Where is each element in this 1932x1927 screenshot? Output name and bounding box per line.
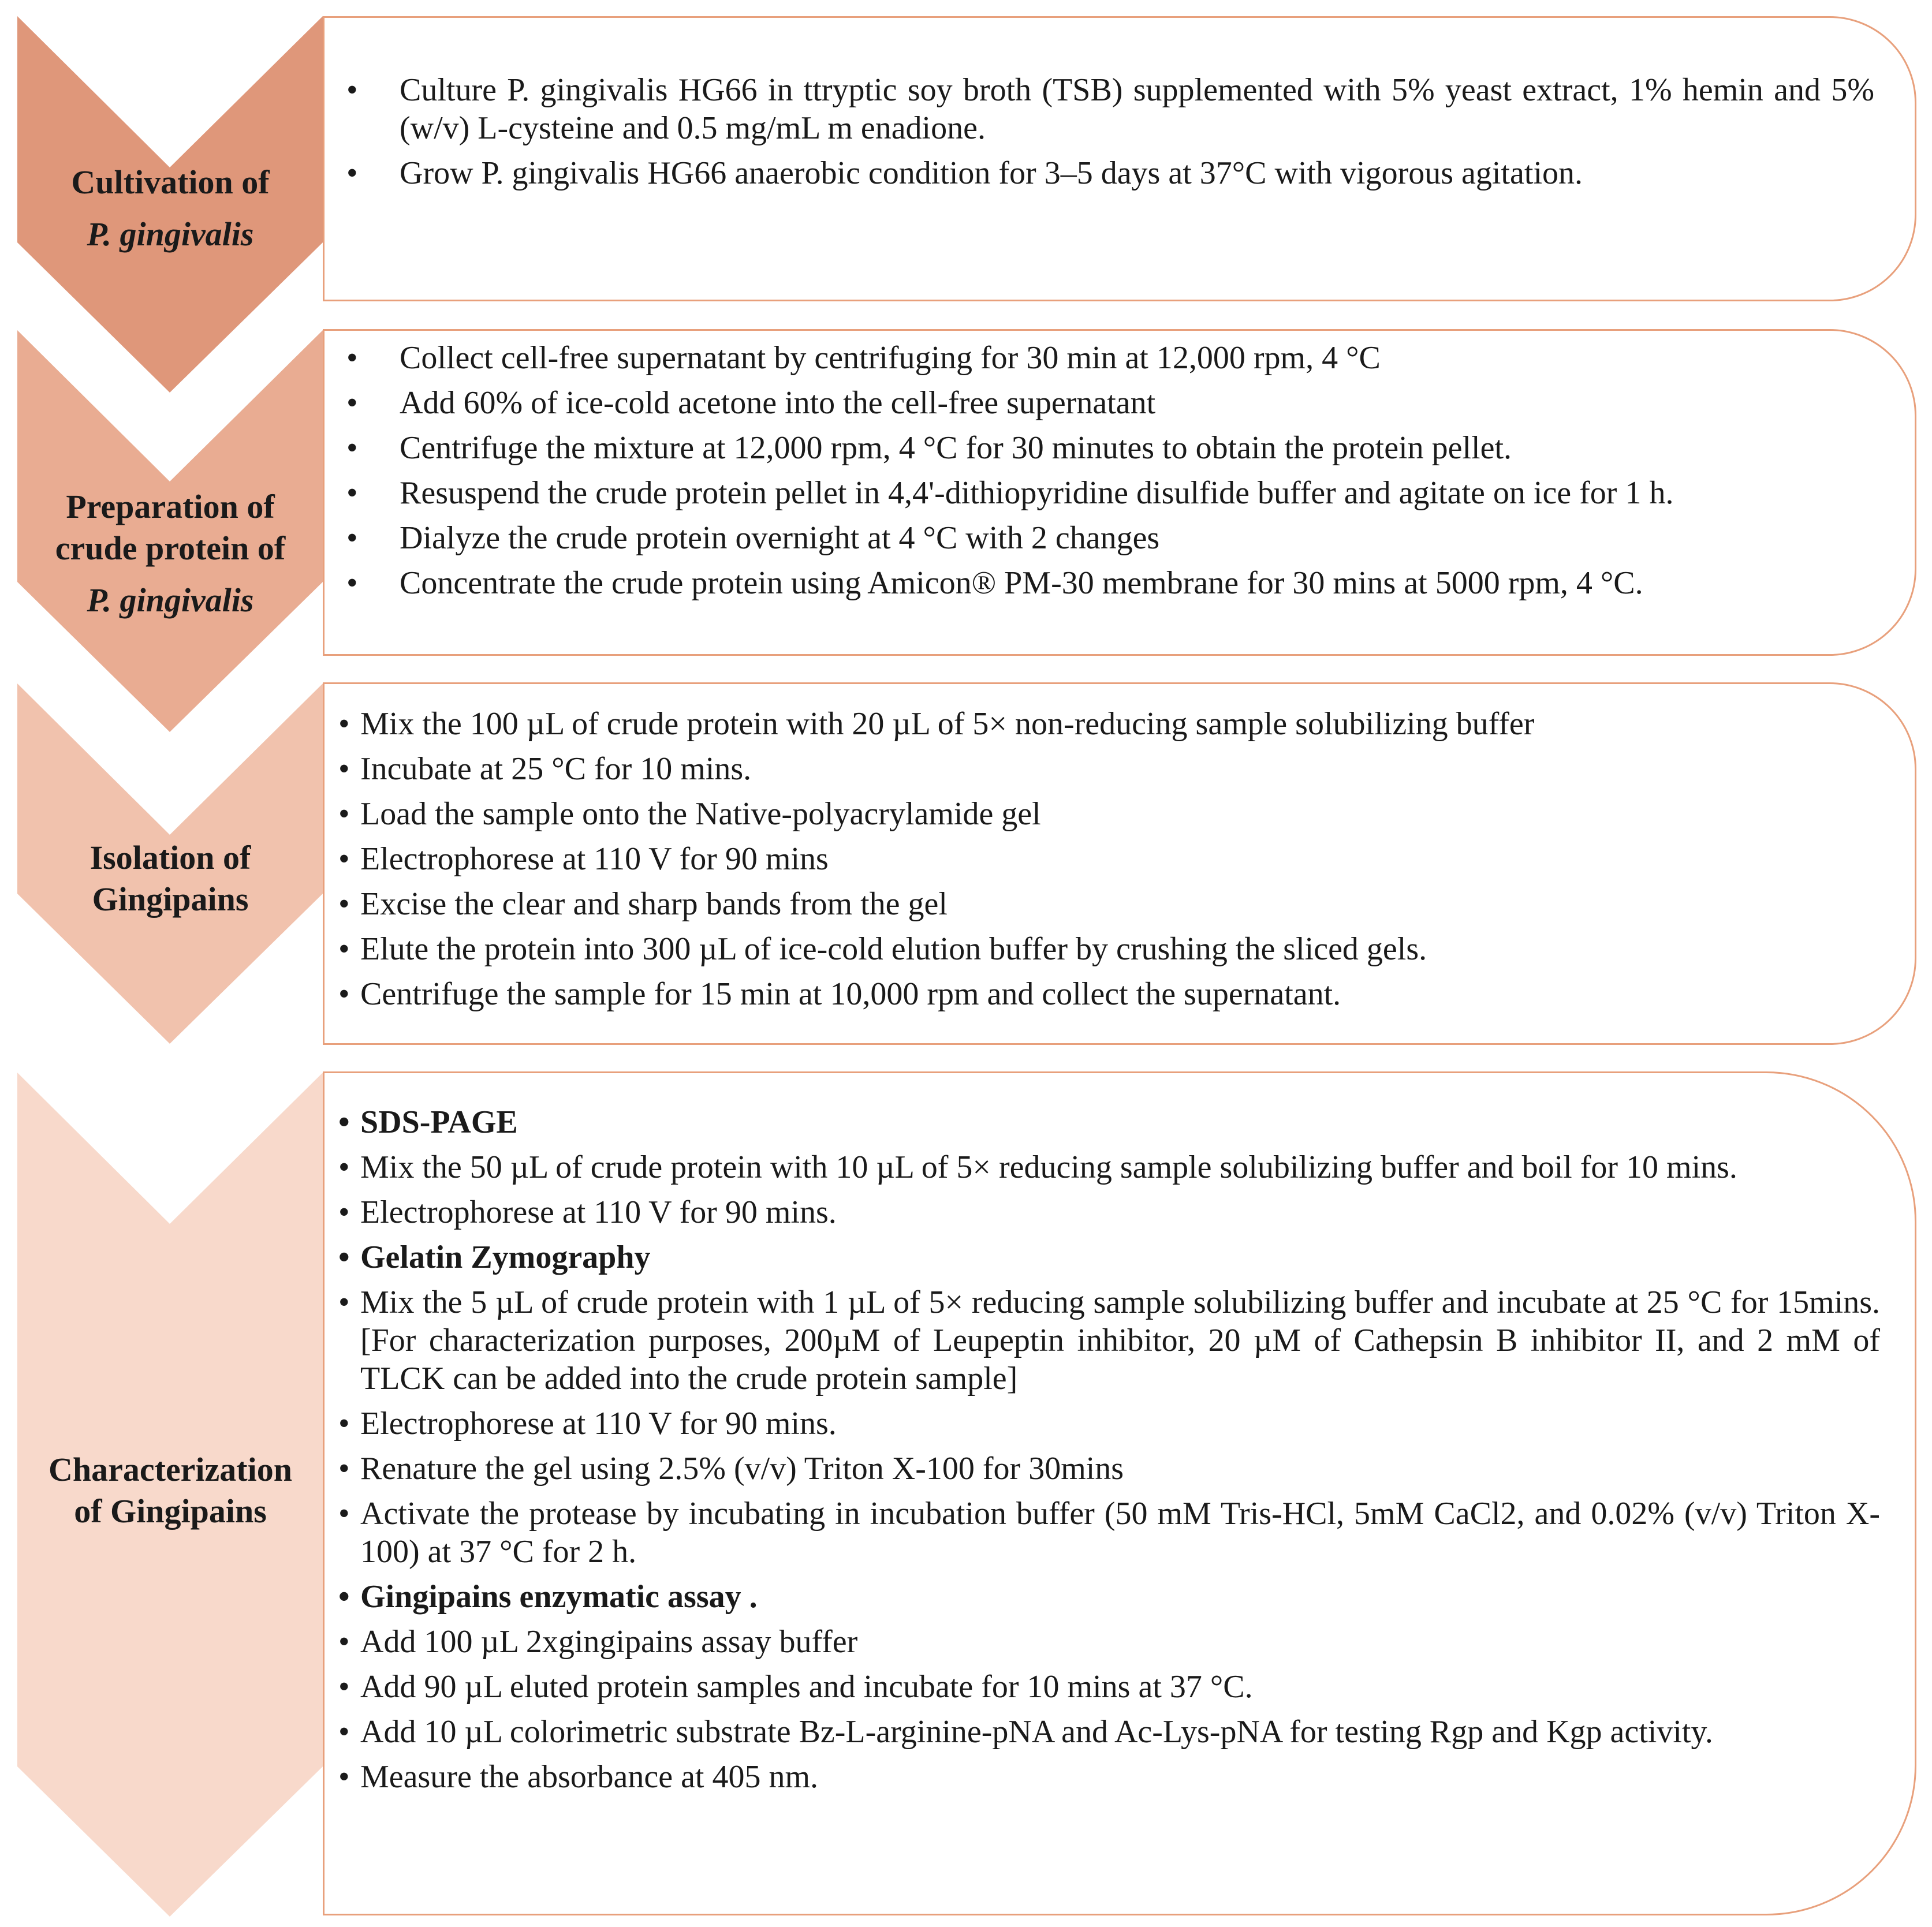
list-item: • Centrifuge the mixture at 12,000 rpm, 4 °C for 30 minutes to obtain the protein pellet. <box>336 429 1881 467</box>
step-2-label-line-2: crude protein of <box>55 529 286 567</box>
list-item: • Add 10 µL colorimetric substrate Bz-L-arginine-pNA and Ac-Lys-pNA for testing Rgp and Kgp activity. <box>335 1713 1880 1751</box>
list-item: • Load the sample onto the Native-polyacrylamide gel <box>335 795 1863 833</box>
list-item: • Measure the absorbance at 405 nm. <box>335 1758 1880 1796</box>
step-1-label <box>23 162 318 255</box>
step-2-label-line-1: Preparation of <box>66 488 275 525</box>
step-3-list <box>335 705 1863 1013</box>
step-2-label-line-3: P. gingivalis <box>87 581 254 619</box>
step-1-list <box>336 71 1874 192</box>
step-4-label-line-1: Characterization <box>49 1451 292 1488</box>
list-item: • Elute the protein into 300 µL of ice-cold elution buffer by crushing the sliced gels. <box>335 930 1863 968</box>
list-item: • Add 100 µL 2xgingipains assay buffer <box>335 1623 1880 1661</box>
step-3-box <box>323 682 1916 1045</box>
list-item: • Electrophorese at 110 V for 90 mins. <box>335 1405 1880 1443</box>
step-1-label-line-2: P. gingivalis <box>87 215 254 253</box>
section-heading-enzymatic-assay: • Gingipains enzymatic assay . <box>335 1578 1880 1616</box>
step-3-label-line-2: Gingipains <box>92 880 249 918</box>
list-item: • Resuspend the crude protein pellet in 4,4'-dithiopyridine disulfide buffer and agitate on ice for 1 h. <box>336 474 1881 512</box>
list-item: • Mix the 50 µL of crude protein with 10 µL of 5× reducing sample solubilizing buffer and boil for 10 mins. <box>335 1148 1880 1186</box>
list-item: • Excise the clear and sharp bands from the gel <box>335 885 1863 923</box>
section-heading-sds-page: • SDS-PAGE <box>335 1103 1880 1141</box>
list-item: • Dialyze the crude protein overnight at 4 °C with 2 changes <box>336 519 1881 557</box>
step-4-label-line-2: of Gingipains <box>74 1492 267 1530</box>
step-1-box <box>323 16 1916 301</box>
list-item: • Mix the 100 µL of crude protein with 20 µL of 5× non-reducing sample solubilizing buffer <box>335 705 1863 743</box>
list-item: • Collect cell-free supernatant by centrifuging for 30 min at 12,000 rpm, 4 °C <box>336 339 1881 377</box>
step-4-box <box>323 1071 1916 1915</box>
list-item: • Activate the protease by incubating in incubation buffer (50 mM Tris-HCl, 5mM CaCl2, and 0.02% (v/v) Triton X-100) at 37 °C for 2 h. <box>335 1495 1880 1571</box>
list-item: • Culture P. gingivalis HG66 in ttryptic soy broth (TSB) supplemented with 5% yeast extract, 1% hemin and 5% (w/v) L-cysteine and 0.5 mg/mL m enadione. <box>336 71 1874 147</box>
section-heading-gelatin-zymography: • Gelatin Zymography <box>335 1238 1880 1276</box>
step-4-list <box>335 1103 1880 1796</box>
list-item: • Mix the 5 µL of crude protein with 1 µL of 5× reducing sample solubilizing buffer and incubate at 25 °C for 15mins. [For characterization purposes, 200µM of Leupeptin inhibitor, 20 µM of Cathepsin B inhibitor II, and 2 mM of TLCK can be added into the crude protein sample] <box>335 1283 1880 1398</box>
step-2-list <box>336 339 1881 602</box>
list-item: • Centrifuge the sample for 15 min at 10,000 rpm and collect the supernatant. <box>335 975 1863 1013</box>
list-item: • Electrophorese at 110 V for 90 mins <box>335 840 1863 878</box>
step-2-label <box>23 486 318 621</box>
list-item: • Add 60% of ice-cold acetone into the cell-free supernatant <box>336 384 1881 422</box>
list-item: • Renature the gel using 2.5% (v/v) Triton X-100 for 30mins <box>335 1450 1880 1488</box>
step-1-label-line-1: Cultivation of <box>71 163 270 201</box>
step-4-label <box>23 1449 318 1532</box>
list-item: • Concentrate the crude protein using Amicon® PM-30 membrane for 30 mins at 5000 rpm, 4 °C. <box>336 564 1881 602</box>
step-2-box <box>323 329 1916 656</box>
list-item: • Grow P. gingivalis HG66 anaerobic condition for 3–5 days at 37°C with vigorous agitation. <box>336 154 1874 192</box>
step-3-label-line-1: Isolation of <box>89 839 251 876</box>
step-3-label <box>23 837 318 920</box>
list-item: • Electrophorese at 110 V for 90 mins. <box>335 1193 1880 1231</box>
list-item: • Incubate at 25 °C for 10 mins. <box>335 750 1863 788</box>
list-item: • Add 90 µL eluted protein samples and incubate for 10 mins at 37 °C. <box>335 1668 1880 1706</box>
